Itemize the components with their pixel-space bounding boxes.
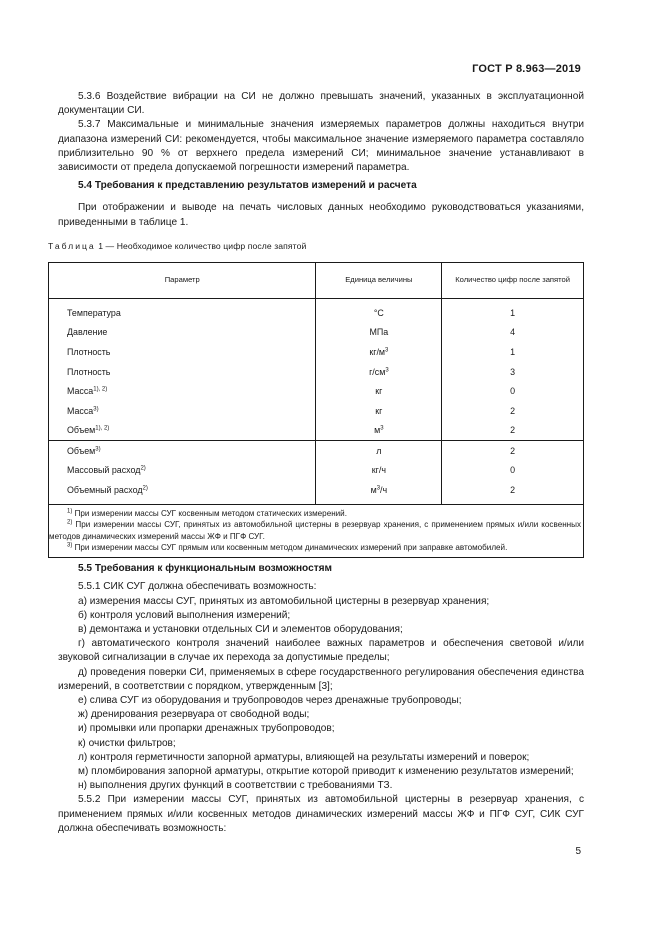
cell-unit: л — [316, 441, 442, 461]
cell-digits: 2 — [442, 421, 584, 441]
cell-unit: кг — [316, 381, 442, 401]
cell-digits: 2 — [442, 401, 584, 421]
cell-parameter: Объем$^{3)}$ — [49, 441, 316, 461]
table-caption-text: 1 — Необходимое количество цифр после запятой — [95, 240, 307, 251]
page-number: 5 — [575, 846, 581, 857]
footnote-3: $^{3)}$ При измерении массы СУГ прямым или косвенным методом динамических измерений при заправке автомобилей. — [67, 542, 508, 552]
list-item: д) проведения поверки СИ, применяемых в сфере государственного регулирования обеспечения единства измерений, в соответствии с порядком, утвержденным [3]; — [58, 666, 584, 692]
cell-unit: МПа — [316, 323, 442, 343]
section-heading-5-5: 5.5 Требования к функциональным возможностям — [78, 563, 332, 575]
cell-digits: 2 — [442, 480, 584, 500]
table-row — [49, 299, 584, 323]
cell-parameter: Масса$^{1), 2)}$ — [49, 381, 316, 401]
table-row — [49, 362, 584, 382]
header-digits: Количество цифр после запятой — [442, 263, 584, 299]
cell-parameter: Плотность — [49, 362, 316, 382]
cell-parameter: Объем$^{1), 2)}$ — [49, 421, 316, 441]
table-caption — [48, 239, 584, 253]
cell-unit: $кг/м^3$ — [316, 342, 442, 362]
table-row — [49, 381, 584, 401]
table-row — [49, 401, 584, 421]
list-item: н) выполнения других функций в соответствии с требованиями ТЗ. — [78, 780, 393, 792]
cell-unit: $м^3$ — [316, 421, 442, 441]
paragraph-5-4-intro: При отображении и выводе на печать числовых данных необходимо руководствоваться указаниями, приведенными в таблице 1. — [58, 202, 584, 228]
list-item: б) контроля условий выполнения измерений; — [78, 609, 291, 621]
cell-digits: 4 — [442, 323, 584, 343]
table-row — [49, 441, 584, 461]
cell-parameter: Объемный расход$^{2)}$ — [49, 480, 316, 500]
cell-unit: $м^3/ч$ — [316, 480, 442, 500]
cell-parameter: Плотность — [49, 342, 316, 362]
header-parameter: Параметр — [49, 263, 316, 299]
cell-digits: 0 — [442, 461, 584, 481]
cell-unit: °C — [316, 299, 442, 323]
list-item: л) контроля герметичности запорной арматуры, влияющей на результаты измерений и поверок; — [78, 751, 530, 763]
cell-parameter: Массовый расход$^{2)}$ — [49, 461, 316, 481]
cell-parameter: Температура — [49, 299, 316, 323]
cell-digits: 2 — [442, 441, 584, 461]
cell-unit: кг/ч — [316, 461, 442, 481]
cell-parameter: Давление — [49, 323, 316, 343]
table-row — [49, 461, 584, 481]
list-item: в) демонтажа и установки отдельных СИ и элементов оборудования; — [78, 623, 403, 635]
paragraph-5-3-7: 5.3.7 Максимальные и минимальные значения измеряемых параметров должны находиться внутри диапазона измерений СИ: рекомендуется, чтобы максимальное значение измеряемого параметра составляло приблизительно 90 % от верхнего предела измерений СИ; минимальное значение устанавливают в зависимости от предела допускаемой погрешности измерений параметра. — [58, 119, 584, 174]
list-item: е) слива СУГ из оборудования и трубопроводов через дренажные трубопроводы; — [78, 694, 462, 706]
paragraph-5-5-2: 5.5.2 При измерении массы СУГ, принятых из автомобильной цистерны в резервуар хранения, с применением прямых и/или косвенных методов динамических измерений массы ЖФ и ПГФ СУГ, СИК СУГ должна обеспечивать возможность: — [58, 794, 584, 834]
cell-digits: 3 — [442, 362, 584, 382]
cell-unit: $г/см^3$ — [316, 362, 442, 382]
list-item: г) автоматического контроля значений наиболее важных параметров и обеспечения световой и/или звуковой сигнализации в случае их перехода за допустимые пределы; — [58, 638, 584, 664]
list-item: к) очистки фильтров; — [78, 737, 176, 749]
document-body — [48, 90, 584, 836]
cell-unit: кг — [316, 401, 442, 421]
table-header-row — [49, 263, 584, 299]
capabilities-list — [58, 580, 584, 836]
digits-table — [48, 262, 584, 504]
table-row — [49, 421, 584, 441]
table-row — [49, 342, 584, 362]
table-row — [49, 480, 584, 500]
cell-parameter: Масса$^{3)}$ — [49, 401, 316, 421]
footnote-1: $^{1)}$ При измерении массы СУГ косвенным методом статических измерений. — [67, 508, 347, 518]
list-item: и) промывки или пропарки дренажных трубопроводов; — [78, 723, 335, 735]
paragraph-5-5-1: 5.5.1 СИК СУГ должна обеспечивать возможность: — [78, 581, 317, 593]
list-item: м) пломбирования запорной арматуры, открытие которой приводит к изменению результатов измерений; — [78, 766, 574, 777]
section-heading-5-4: 5.4 Требования к представлению результатов измерений и расчета — [78, 180, 417, 192]
cell-digits: 0 — [442, 381, 584, 401]
cell-digits: 1 — [442, 299, 584, 323]
cell-digits: 1 — [442, 342, 584, 362]
table-row — [49, 323, 584, 343]
list-item: ж) дренирования резервуара от свободной воды; — [78, 709, 310, 721]
standard-number-header: ГОСТ Р 8.963—2019 — [472, 63, 581, 75]
table-caption-label: Таблица — [48, 240, 96, 251]
header-unit: Единица величины — [316, 263, 442, 299]
paragraph-5-3-6: 5.3.6 Воздействие вибрации на СИ не должно превышать значений, указанных в эксплуатационной документации СИ. — [58, 91, 584, 117]
footnote-2: $^{2)}$ При измерении массы СУГ, принятых из автомобильной цистерны в резервуар хранения, с применением прямых и/или косвенных методов динамических измерений массы ЖФ и ПГФ СУГ. — [49, 519, 581, 541]
list-item: а) измерения массы СУГ, принятых из автомобильной цистерны в резервуар хранения; — [78, 595, 490, 607]
table-footnotes — [48, 504, 584, 558]
